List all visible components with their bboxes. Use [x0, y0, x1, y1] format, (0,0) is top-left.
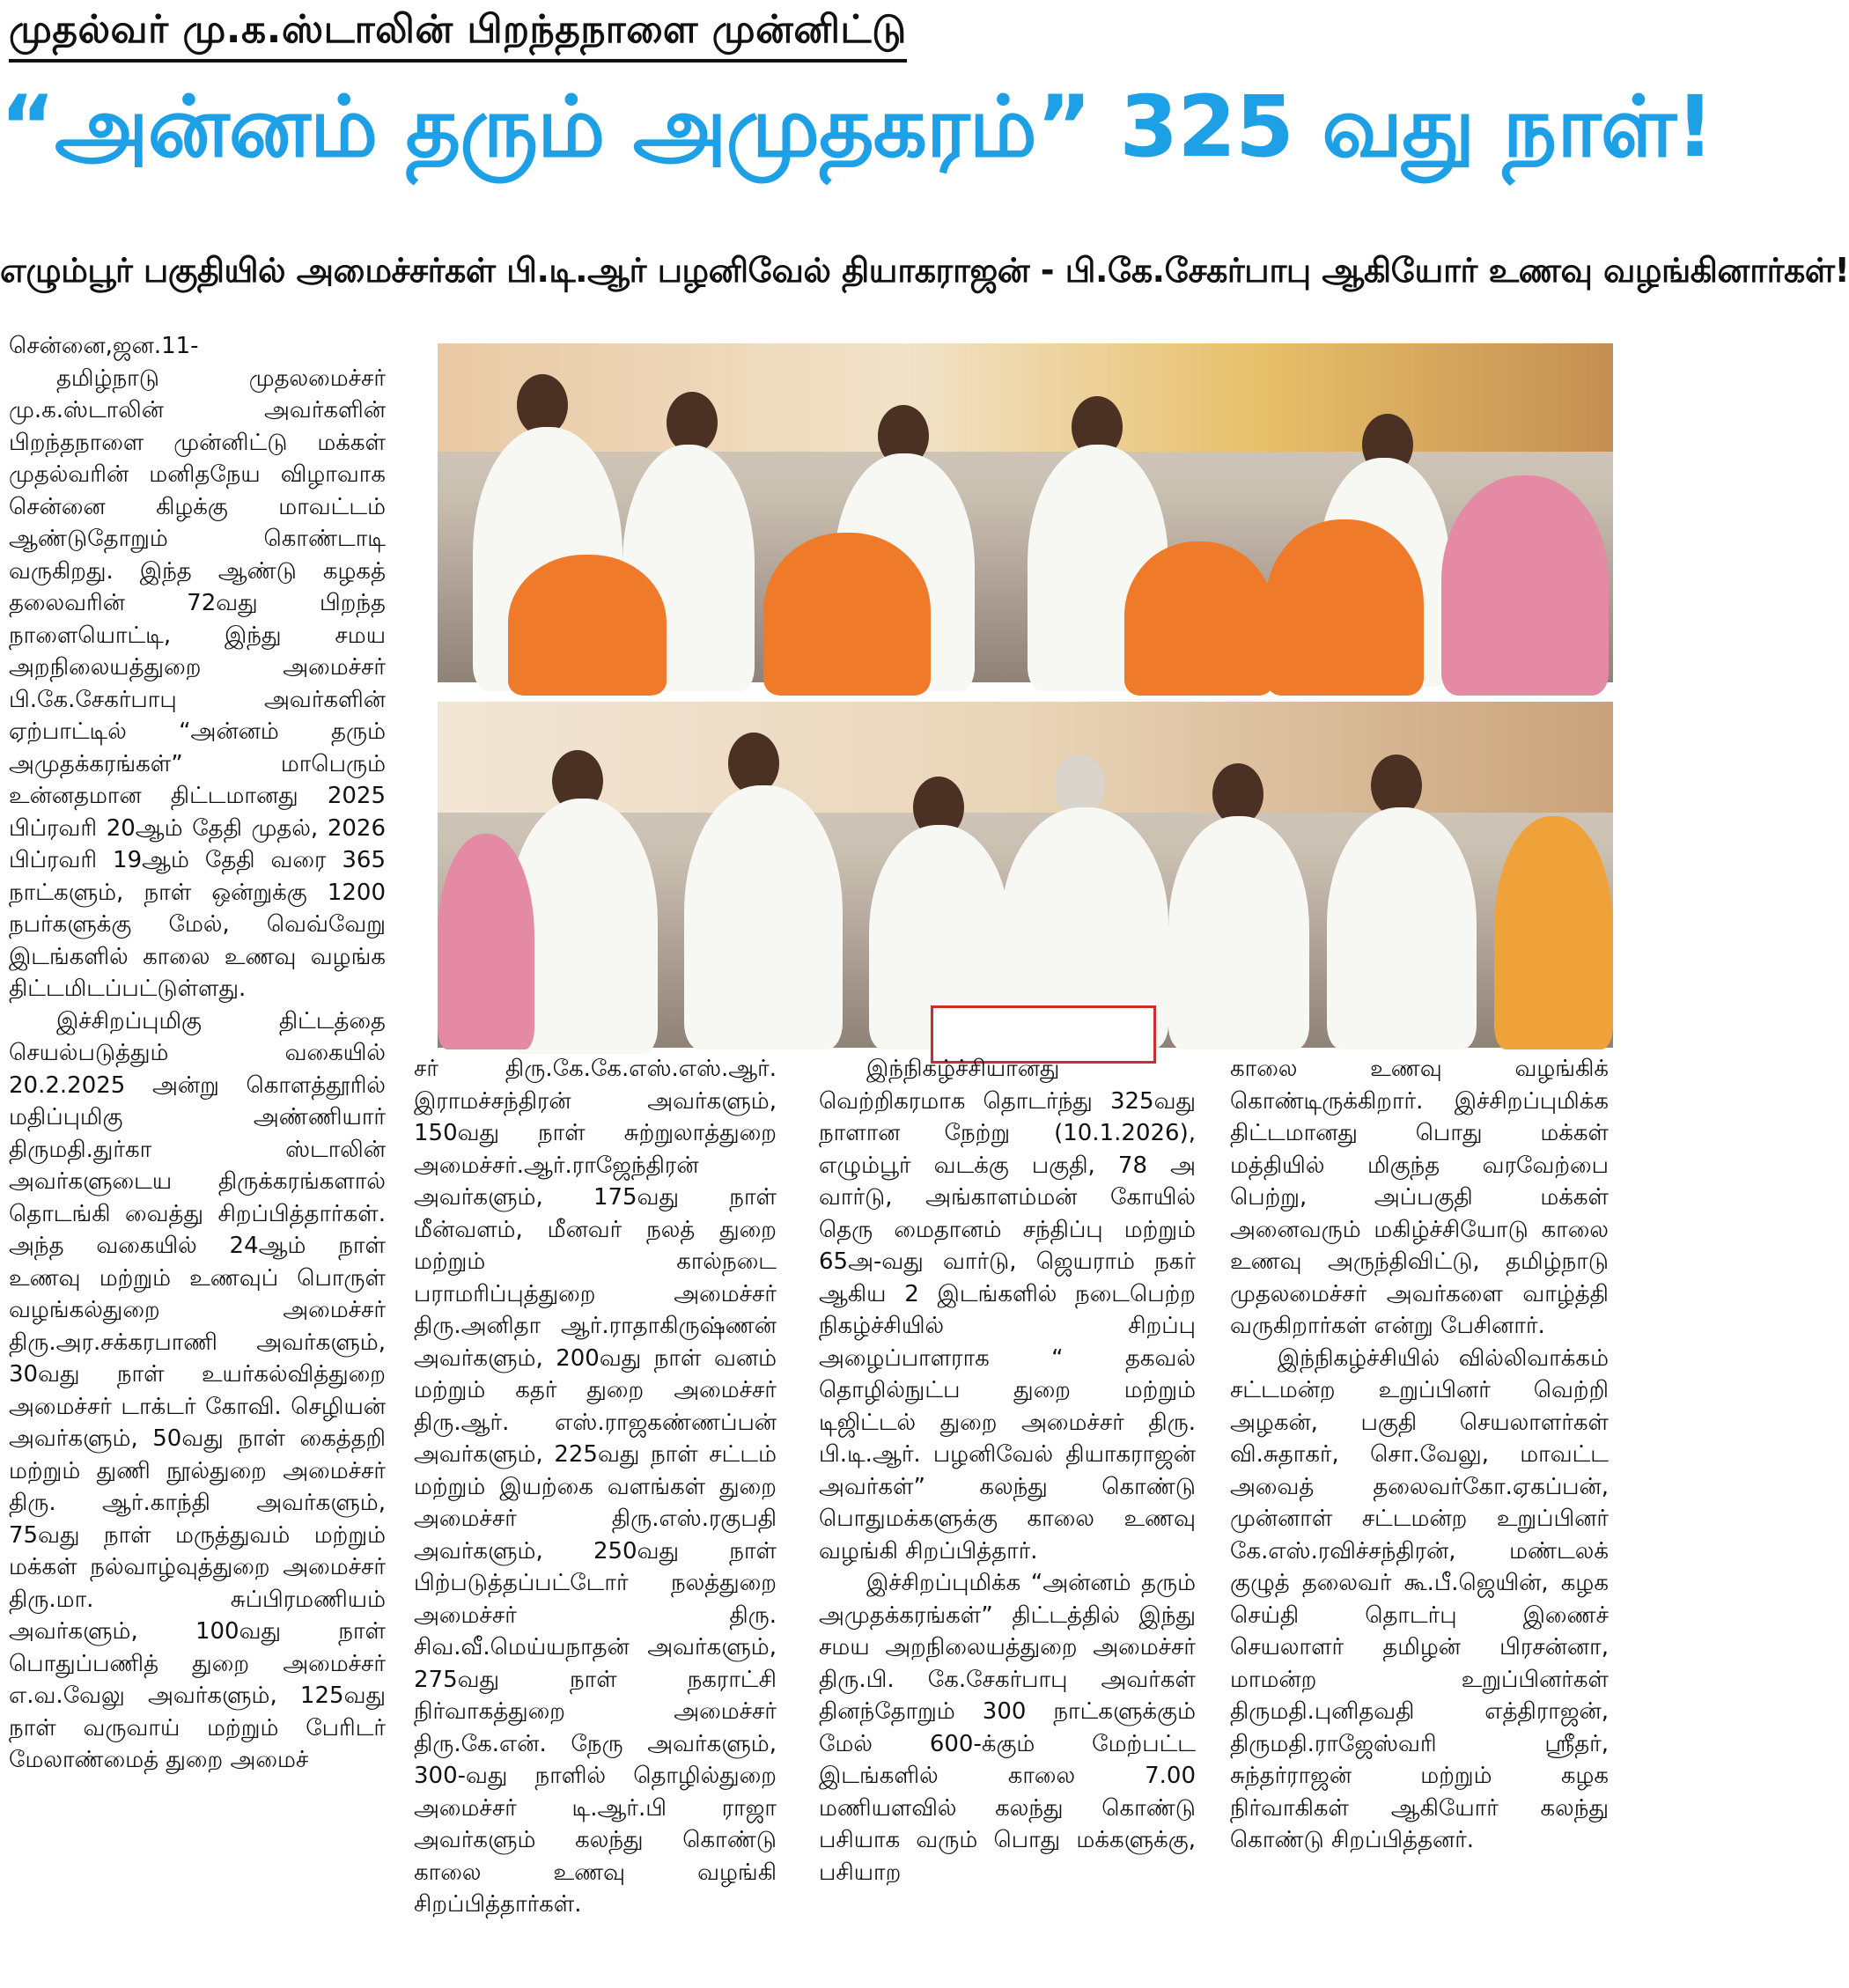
- article-subheadline: எழும்பூர் பகுதியில் அமைச்சர்கள் பி.டி.ஆர் பழனிவேல் தியாகராஜன் - பி.கே.சேகர்பாபு ஆகியோர் உணவு வழங்கினார்கள்!: [0, 251, 1849, 290]
- text-column-2: [414, 1053, 777, 1982]
- text-column-4: [1230, 1053, 1609, 1982]
- article-headline: “அன்னம் தரும் அமுதகரம்” 325 வது நாள்!: [0, 77, 1713, 176]
- photo-cake-cutting: [438, 702, 1613, 1048]
- paragraph: இச்சிறப்புமிக்க “அன்னம் தரும் அமுதக்கரங்கள்” திட்டத்தில் இந்து சமய அறநிலையத்துறை அமைச்சர் திரு.பி. கே.சேகர்பாபு அவர்கள் தினந்தோறும் 300 நாட்களுக்கும் மேல் 600-க்கும் மேற்பட்ட இடங்களில் காலை 7.00 மணியளவில் கலந்து கொண்டு பசியாக வரும் பொது மக்களுக்கு, பசியாற: [819, 1570, 1196, 1886]
- dateline: சென்னை,ஜன.11-: [9, 333, 199, 359]
- paragraph: காலை உணவு வழங்கிக் கொண்டிருக்கிறார். இச்சிறப்புமிக்க திட்டமானது பொது மக்கள் மத்தியில் மிகுந்த வரவேற்பை பெற்று, அப்பகுதி மக்கள் அனைவரும் மகிழ்ச்சியோடு காலை உணவு அருந்திவிட்டு, தமிழ்நாடு முதலமைச்சர் அவர்களை வாழ்த்தி வருகிறார்கள் என்று பேசினார்.: [1230, 1056, 1609, 1339]
- paragraph: தமிழ்நாடு முதலமைச்சர் மு.க.ஸ்டாலின் அவர்களின் பிறந்தநாளை முன்னிட்டு மக்கள் முதல்வரின் மனிதநேய விழாவாக சென்னை கிழக்கு மாவட்டம் ஆண்டுதோறும் கொண்டாடி வருகிறது. இந்த ஆண்டு கழகத் தலைவரின் 72வது பிறந்த நாளையொட்டி, இந்து சமய அறநிலையத்துறை அமைச்சர் பி.கே.சேகர்பாபு அவர்களின் ஏற்பாட்டில் “அன்னம் தரும் அமுதக்கரங்கள்” மாபெரும் உன்னதமான திட்டமானது 2025 பிப்ரவரி 20ஆம் தேதி முதல், 2026 பிப்ரவரி 19ஆம் தேதி வரை 365 நாட்களும், நாள் ஒன்றுக்கு 1200 நபர்களுக்கு மேல், வெவ்வேறு இடங்களில் காலை உணவு வழங்க திட்டமிடப்பட்டுள்ளது.: [9, 364, 386, 1002]
- photo-serving-food: [438, 343, 1613, 682]
- paragraph: இந்நிகழ்ச்சியில் வில்லிவாக்கம் சட்டமன்ற உறுப்பினர் வெற்றி அழகன், பகுதி செயலாளர்கள் வி.சுதாகர், சொ.வேலு, மாவட்ட அவைத் தலைவர்கோ.ஏகப்பன், முன்னாள் சட்டமன்ற உறுப்பினர் கே.எஸ்.ரவிச்சந்திரன், மண்டலக் குழுத் தலைவர் கூ.பீ.ஜெயின், கழக செய்தி தொடர்பு இணைச் செயலாளர் தமிழன் பிரசன்னா, மாமன்ற உறுப்பினர்கள் திருமதி.புனிதவதி எத்திராஜன், திருமதி.ராஜேஸ்வரி ஸ்ரீதர், சுந்தர்ராஜன் மற்றும் கழக நிர்வாகிகள் ஆகியோர் கலந்து கொண்டு சிறப்பித்தனர்.: [1230, 1344, 1609, 1853]
- text-column-1: [9, 330, 386, 1981]
- paragraph: இச்சிறப்புமிகு திட்டத்தை செயல்படுத்தும் வகையில் 20.2.2025 அன்று கொளத்தூரில் மதிப்புமிகு அண்ணியார் திருமதி.துர்கா ஸ்டாலின் அவர்களுடைய திருக்கரங்களால் தொடங்கி வைத்து சிறப்பித்தார்கள். அந்த வகையில் 24ஆம் நாள் உணவு மற்றும் உணவுப் பொருள் வழங்கல்துறை அமைச்சர் திரு.அர.சக்கரபாணி அவர்களும், 30வது நாள் உயர்கல்வித்துறை அமைச்சர் டாக்டர் கோவி. செழியன் அவர்களும், 50வது நாள் கைத்தறி மற்றும் துணி நூல்துறை அமைச்சர் திரு. ஆர்.காந்தி அவர்களும், 75வது நாள் மருத்துவம் மற்றும் மக்கள் நல்வாழ்வுத்துறை அமைச்சர் திரு.மா. சுப்பிரமணியம் அவர்களும், 100வது நாள் பொதுப்பணித் துறை அமைச்சர் எ.வ.வேலு அவர்களும், 125வது நாள் வருவாய் மற்றும் பேரிடர் மேலாண்மைத் துறை அமைச்: [9, 1007, 386, 1773]
- paragraph: இந்நிகழ்ச்சியானது வெற்றிகரமாக தொடர்ந்து 325வது நாளான நேற்று (10.1.2026), எழும்பூர் வடக்கு பகுதி, 78 அ வார்டு, அங்காளம்மன் கோயில் தெரு மைதானம் சந்திப்பு மற்றும் 65அ-வது வார்டு, ஜெயராம் நகர் ஆகிய 2 இடங்களில் நடைபெற்ற நிகழ்ச்சியில் சிறப்பு அழைப்பாளராக “ தகவல் தொழில்நுட்ப துறை மற்றும் டிஜிட்டல் துறை அமைச்சர் திரு. பி.டி.ஆர். பழனிவேல் தியாகராஜன் அவர்கள்” கலந்து கொண்டு பொதுமக்களுக்கு காலை உணவு வழங்கி சிறப்பித்தார்.: [819, 1056, 1196, 1565]
- paragraph: சர் திரு.கே.கே.எஸ்.எஸ்.ஆர். இராமச்சந்திரன் அவர்களும், 150வது நாள் சுற்றுலாத்துறை அமைச்சர்.ஆர்.ராஜேந்திரன் அவர்களும், 175வது நாள் மீன்வளம், மீனவர் நலத் துறை மற்றும் கால்நடை பராமரிப்புத்துறை அமைச்சர் திரு.அனிதா ஆர்.ராதாகிருஷ்ணன் அவர்களும், 200வது நாள் வனம் மற்றும் கதர் துறை அமைச்சர் திரு.ஆர். எஸ்.ராஜகண்ணப்பன் அவர்களும், 225வது நாள் சட்டம் மற்றும் இயற்கை வளங்கள் துறை அமைச்சர் திரு.எஸ்.ரகுபதி அவர்களும், 250வது நாள் பிற்படுத்தப்பட்டோர் நலத்துறை அமைச்சர் திரு. சிவ.வீ.மெய்யநாதன் அவர்களும், 275வது நாள் நகராட்சி நிர்வாகத்துறை அமைச்சர் திரு.கே.என். நேரு அவர்களும், 300-வது நாளில் தொழில்துறை அமைச்சர் டி.ஆர்.பி ராஜா அவர்களும் கலந்து கொண்டு காலை உணவு வழங்கி சிறப்பித்தார்கள்.: [414, 1056, 777, 1918]
- article-kicker: முதல்வர் மு.க.ஸ்டாலின் பிறந்தநாளை முன்னிட்டு: [9, 7, 907, 63]
- text-column-3: [819, 1053, 1196, 1982]
